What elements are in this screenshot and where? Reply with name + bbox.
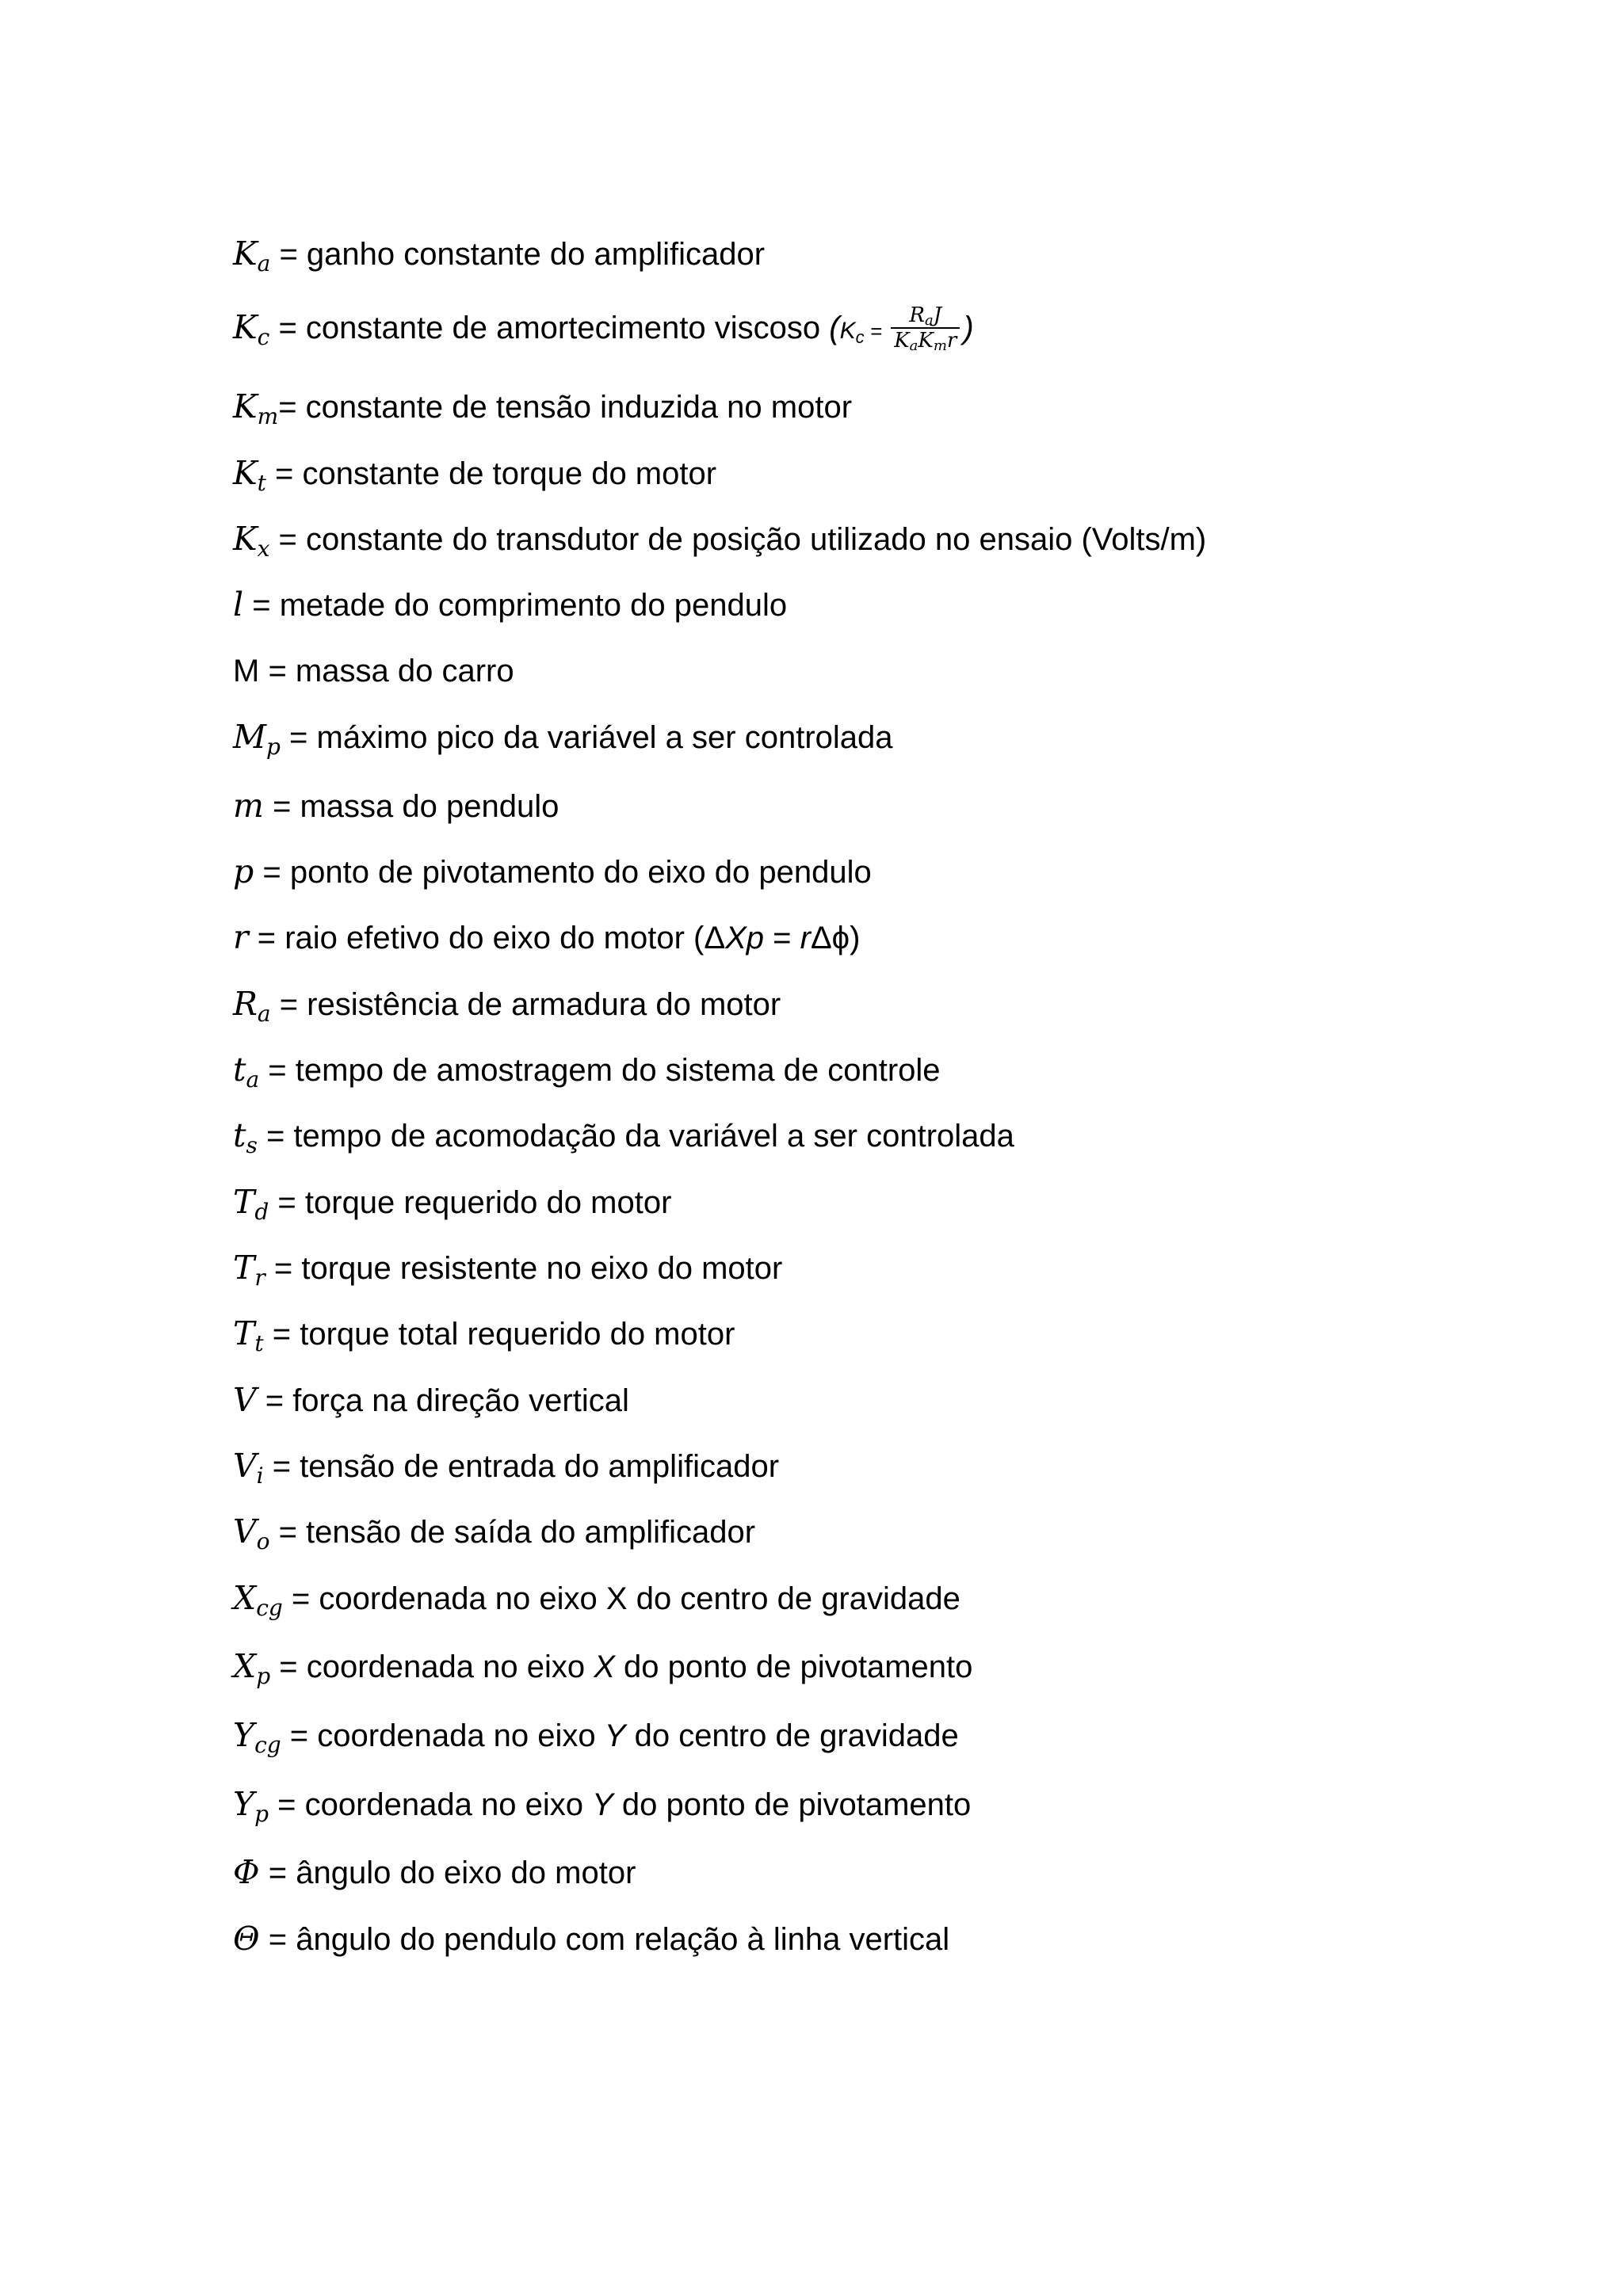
- symbol: $K_a$: [233, 235, 271, 277]
- definition: = constante de tensão induzida no motor: [278, 390, 853, 425]
- definition: = tempo de acomodação da variável a ser controlada: [257, 1119, 1014, 1154]
- symbol: $X_p$: [233, 1647, 271, 1689]
- entry-xcg: [233, 1574, 960, 1622]
- kc-fraction: $\frac{R_aJ}{K_aK_mr}$: [891, 303, 960, 353]
- definition: = tempo de amostragem do sistema de controle: [259, 1053, 941, 1088]
- entry-m: [233, 782, 559, 830]
- definition: = força na direção vertical: [256, 1383, 629, 1418]
- entry-yp: [233, 1780, 971, 1828]
- definition: = constante do transdutor de posição utilizado no ensaio (Volts/m): [269, 522, 1207, 557]
- definition: = coordenada no eixo: [269, 1787, 593, 1822]
- symbol: $M_p$: [233, 718, 281, 760]
- symbol: M: [233, 654, 260, 688]
- definition: = resistência de armadura do motor: [270, 987, 781, 1022]
- symbol: Θ: [233, 1920, 260, 1958]
- entry-theta: [233, 1915, 949, 1962]
- definition: = máximo pico da variável a ser controlada: [280, 720, 893, 755]
- entry-kc: [233, 303, 974, 355]
- symbol: $T_d$: [233, 1183, 269, 1225]
- definition: = torque total requerido do motor: [263, 1317, 735, 1352]
- definition: = constante de torque do motor: [265, 456, 717, 491]
- entry-vi: [233, 1442, 779, 1489]
- definition: = raio efetivo do eixo do motor (: [248, 921, 705, 955]
- symbol: $Y_{cg}$: [233, 1716, 281, 1758]
- entry-ta: [233, 1046, 941, 1093]
- definition: = coordenada no eixo: [270, 1650, 594, 1684]
- definition: = massa do pendulo: [263, 789, 559, 824]
- symbol: $R_a$: [233, 985, 271, 1027]
- symbol: $K_c$: [233, 308, 270, 350]
- definition: = torque resistente no eixo do motor: [265, 1251, 783, 1286]
- definition-rest: do ponto de pivotamento: [613, 1787, 972, 1822]
- definition: = tensão de saída do amplificador: [269, 1515, 756, 1550]
- definition: = constante de amortecimento viscoso: [269, 311, 830, 345]
- entry-ra: [233, 980, 781, 1028]
- symbol: Φ: [233, 1853, 260, 1891]
- axis-label: Y: [592, 1787, 613, 1822]
- definition-rest: do ponto de pivotamento: [614, 1650, 973, 1684]
- symbol: $Y_p$: [233, 1785, 269, 1827]
- symbol: $K_t$: [233, 454, 266, 496]
- kc-formula: ($K_c$ = $\frac{R_aJ}{K_aK_mr}$ ): [829, 303, 974, 355]
- symbol: $K_x$: [233, 520, 270, 562]
- entry-M: [233, 647, 514, 695]
- entry-vo: [233, 1508, 755, 1555]
- definition: = ganho constante do amplificador: [270, 237, 766, 272]
- entry-r: [233, 913, 860, 961]
- definition: = ângulo do eixo do motor: [259, 1855, 636, 1890]
- symbol: $T_t$: [233, 1314, 264, 1356]
- definition: = torque requerido do motor: [269, 1185, 672, 1220]
- symbol: m: [233, 787, 264, 825]
- symbol: r: [233, 918, 249, 956]
- entry-mp: [233, 713, 893, 761]
- symbol: $t_s$: [233, 1116, 258, 1158]
- entry-ka: [233, 230, 765, 277]
- entry-l: [233, 581, 787, 628]
- definition: = coordenada no eixo X do centro de gravidade: [282, 1581, 960, 1616]
- definition-rest: do centro de gravidade: [625, 1718, 959, 1753]
- entry-xp: [233, 1642, 972, 1690]
- definition: = ângulo do pendulo com relação à linha vertical: [259, 1922, 950, 1957]
- entry-ts: [233, 1112, 1014, 1159]
- symbol: V: [233, 1381, 257, 1419]
- entry-tr: [233, 1244, 782, 1291]
- entry-kx: [233, 515, 1206, 563]
- definition: = metade do comprimento do pendulo: [243, 588, 788, 623]
- definition: = ponto de pivotamento do eixo do pendulo: [254, 855, 872, 890]
- axis-label: X: [594, 1650, 615, 1684]
- entry-phi: [233, 1848, 636, 1896]
- symbol: $K_m$: [233, 387, 279, 429]
- entry-p: [233, 848, 872, 895]
- entry-td: [233, 1178, 671, 1226]
- symbol: $V_o$: [233, 1512, 270, 1554]
- entry-kt: [233, 449, 716, 497]
- entry-tt: [233, 1310, 735, 1357]
- definition: = coordenada no eixo: [281, 1718, 605, 1753]
- entry-v: [233, 1376, 629, 1424]
- symbol: p: [233, 852, 254, 891]
- definition: = massa do carro: [259, 654, 514, 688]
- entry-km: [233, 383, 852, 430]
- symbol: $T_r$: [233, 1249, 265, 1291]
- r-relation: ΔXp = rΔϕ): [704, 921, 861, 955]
- definition: = tensão de entrada do amplificador: [263, 1449, 780, 1484]
- symbol: $V_i$: [233, 1447, 264, 1489]
- entry-ycg: [233, 1711, 959, 1759]
- symbol: l: [233, 585, 244, 624]
- symbol: $t_a$: [233, 1051, 260, 1093]
- symbol: $X_{cg}$: [233, 1579, 283, 1621]
- axis-label: Y: [604, 1718, 626, 1753]
